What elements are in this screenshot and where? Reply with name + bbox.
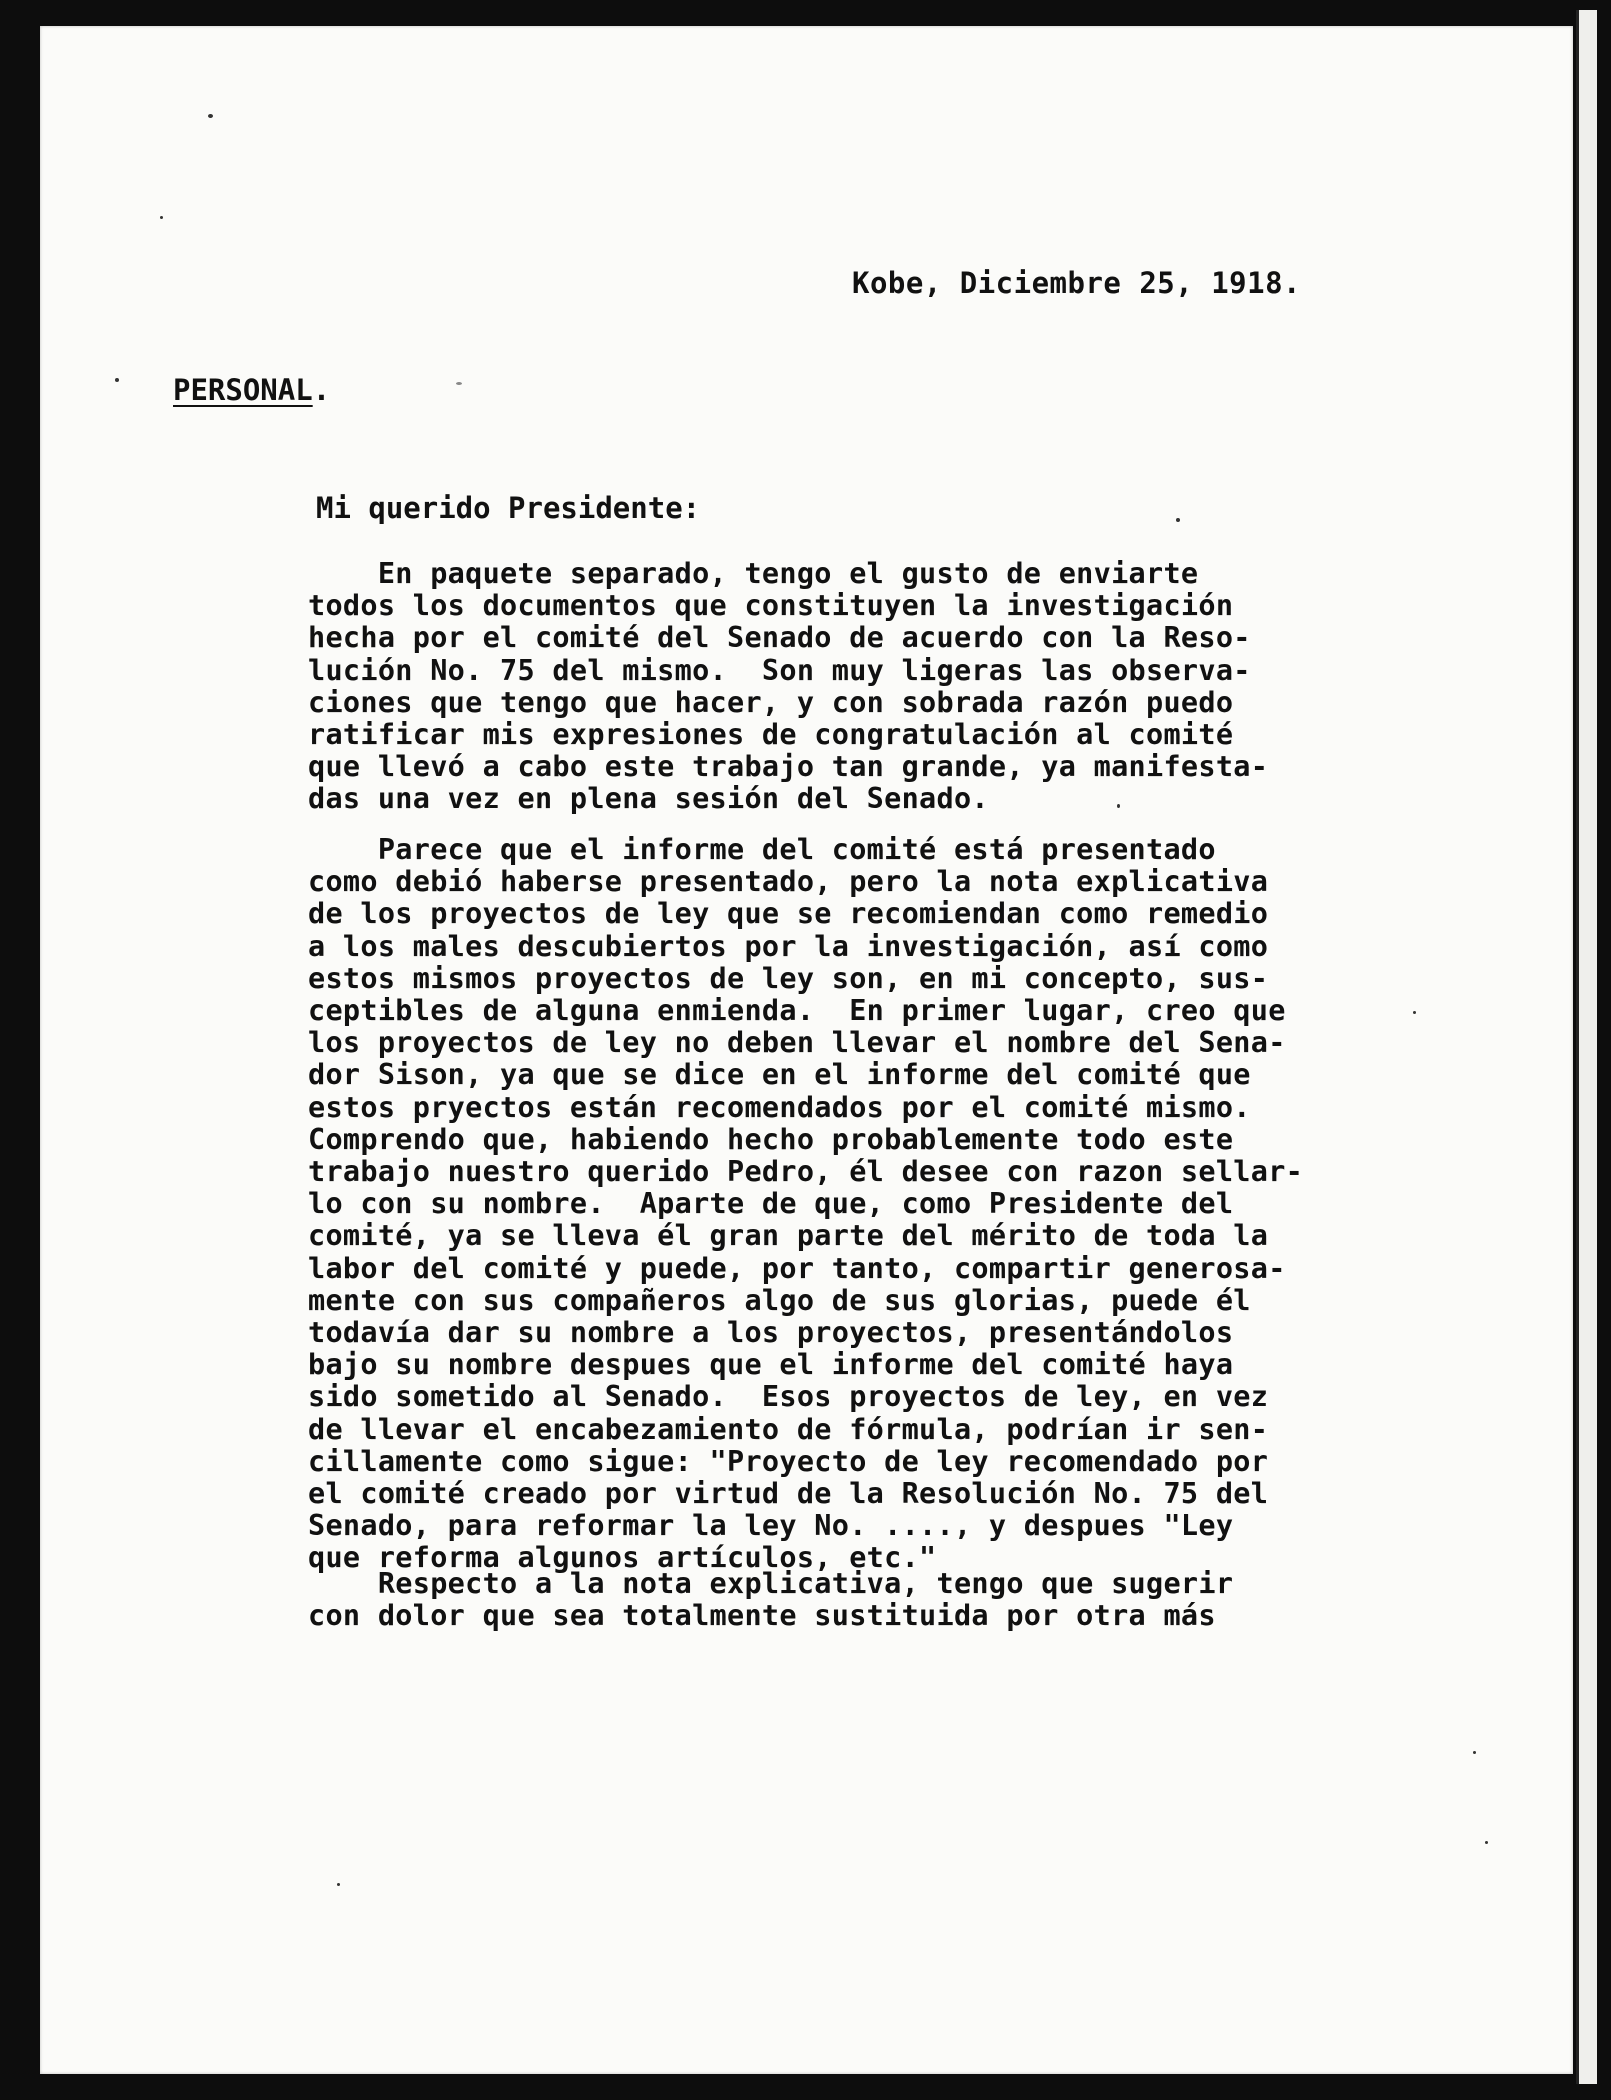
text-line: estos pryectos están recomendados por el comité mismo.	[308, 1090, 1251, 1124]
scan-speck	[1176, 518, 1180, 522]
text-line: como debió haberse presentado, pero la nota explicativa	[308, 865, 1269, 899]
text-line: sido sometido al Senado. Esos proyectos de ley, en vez	[308, 1380, 1269, 1414]
scan-speck	[160, 216, 163, 219]
paragraph-3	[308, 1568, 1368, 1632]
text-line: Senado, para reformar la ley No. ...., y despues "Ley	[308, 1509, 1234, 1543]
text-line: dor Sison, ya que se dice en el informe del comité que	[308, 1058, 1251, 1092]
text-line: Comprendo que, habiendo hecho probablemente todo este	[308, 1122, 1234, 1156]
page-edge	[1576, 10, 1597, 2084]
scan-speck	[1473, 1751, 1476, 1754]
scan-speck	[1413, 1011, 1416, 1014]
letter-body	[40, 26, 1573, 2074]
personal-label-text: PERSONAL	[173, 373, 313, 407]
scan-speck	[1485, 1841, 1488, 1844]
text-line: trabajo nuestro querido Pedro, él desee con razon sellar-	[308, 1155, 1304, 1189]
text-line: comité, ya se lleva él gran parte del mérito de toda la	[308, 1219, 1269, 1253]
text-line: Respecto a la nota explicativa, tengo que sugerir	[308, 1567, 1234, 1600]
salutation: Mi querido Presidente:	[316, 491, 701, 525]
text-line: das una vez en plena sesión del Senado.	[308, 782, 989, 816]
text-line: que llevó a cabo este trabajo tan grande, ya manifesta-	[308, 750, 1269, 784]
text-line: que reforma algunos artículos, etc."	[308, 1541, 937, 1575]
scan-speck	[337, 1883, 340, 1886]
text-line: mente con sus compañeros algo de sus glorias, puede él	[308, 1283, 1251, 1317]
paragraph-1	[308, 558, 1368, 816]
text-line: ceptibles de alguna enmienda. En primer lugar, creo que	[308, 994, 1286, 1028]
text-line: bajo su nombre despues que el informe del comité haya	[308, 1348, 1234, 1382]
text-line: cillamente como sigue: "Proyecto de ley recomendado por	[308, 1444, 1269, 1478]
scan-speck	[208, 114, 213, 118]
paragraph-2	[308, 834, 1368, 1575]
personal-label-period: .	[312, 373, 331, 407]
text-line: ciones que tengo que hacer, y con sobrada razón puedo	[308, 685, 1234, 719]
text-line: con dolor que sea totalmente sustituida por otra más	[308, 1599, 1216, 1633]
text-line: todavía dar su nombre a los proyectos, presentándolos	[308, 1316, 1234, 1350]
personal-label	[173, 373, 330, 407]
text-line: Parece que el informe del comité está presentado	[308, 833, 1216, 866]
text-line: los proyectos de ley no deben llevar el nombre del Sena-	[308, 1026, 1286, 1060]
text-line: hecha por el comité del Senado de acuerdo con la Reso-	[308, 621, 1251, 655]
scan-speck	[456, 382, 462, 385]
letter-sheet	[40, 26, 1573, 2074]
scan-speck	[1117, 804, 1120, 808]
text-line: a los males descubiertos por la investigación, así como	[308, 929, 1269, 963]
text-line: de los proyectos de ley que se recomiendan como remedio	[308, 897, 1269, 931]
text-line: labor del comité y puede, por tanto, compartir generosa-	[308, 1251, 1286, 1285]
text-line: todos los documentos que constituyen la investigación	[308, 589, 1234, 623]
text-line: lo con su nombre. Aparte de que, como Presidente del	[308, 1187, 1234, 1221]
text-line: el comité creado por virtud de la Resolución No. 75 del	[308, 1477, 1269, 1511]
text-line: de llevar el encabezamiento de fórmula, podrían ir sen-	[308, 1412, 1269, 1446]
text-line: lución No. 75 del mismo. Son muy ligeras las observa-	[308, 653, 1251, 687]
text-line: En paquete separado, tengo el gusto de enviarte	[308, 557, 1199, 590]
letter-date: Kobe, Diciembre 25, 1918.	[852, 266, 1301, 300]
text-line: ratificar mis expresiones de congratulación al comité	[308, 718, 1234, 752]
text-line: estos mismos proyectos de ley son, en mi concepto, sus-	[308, 961, 1269, 995]
scan-speck	[115, 378, 119, 382]
